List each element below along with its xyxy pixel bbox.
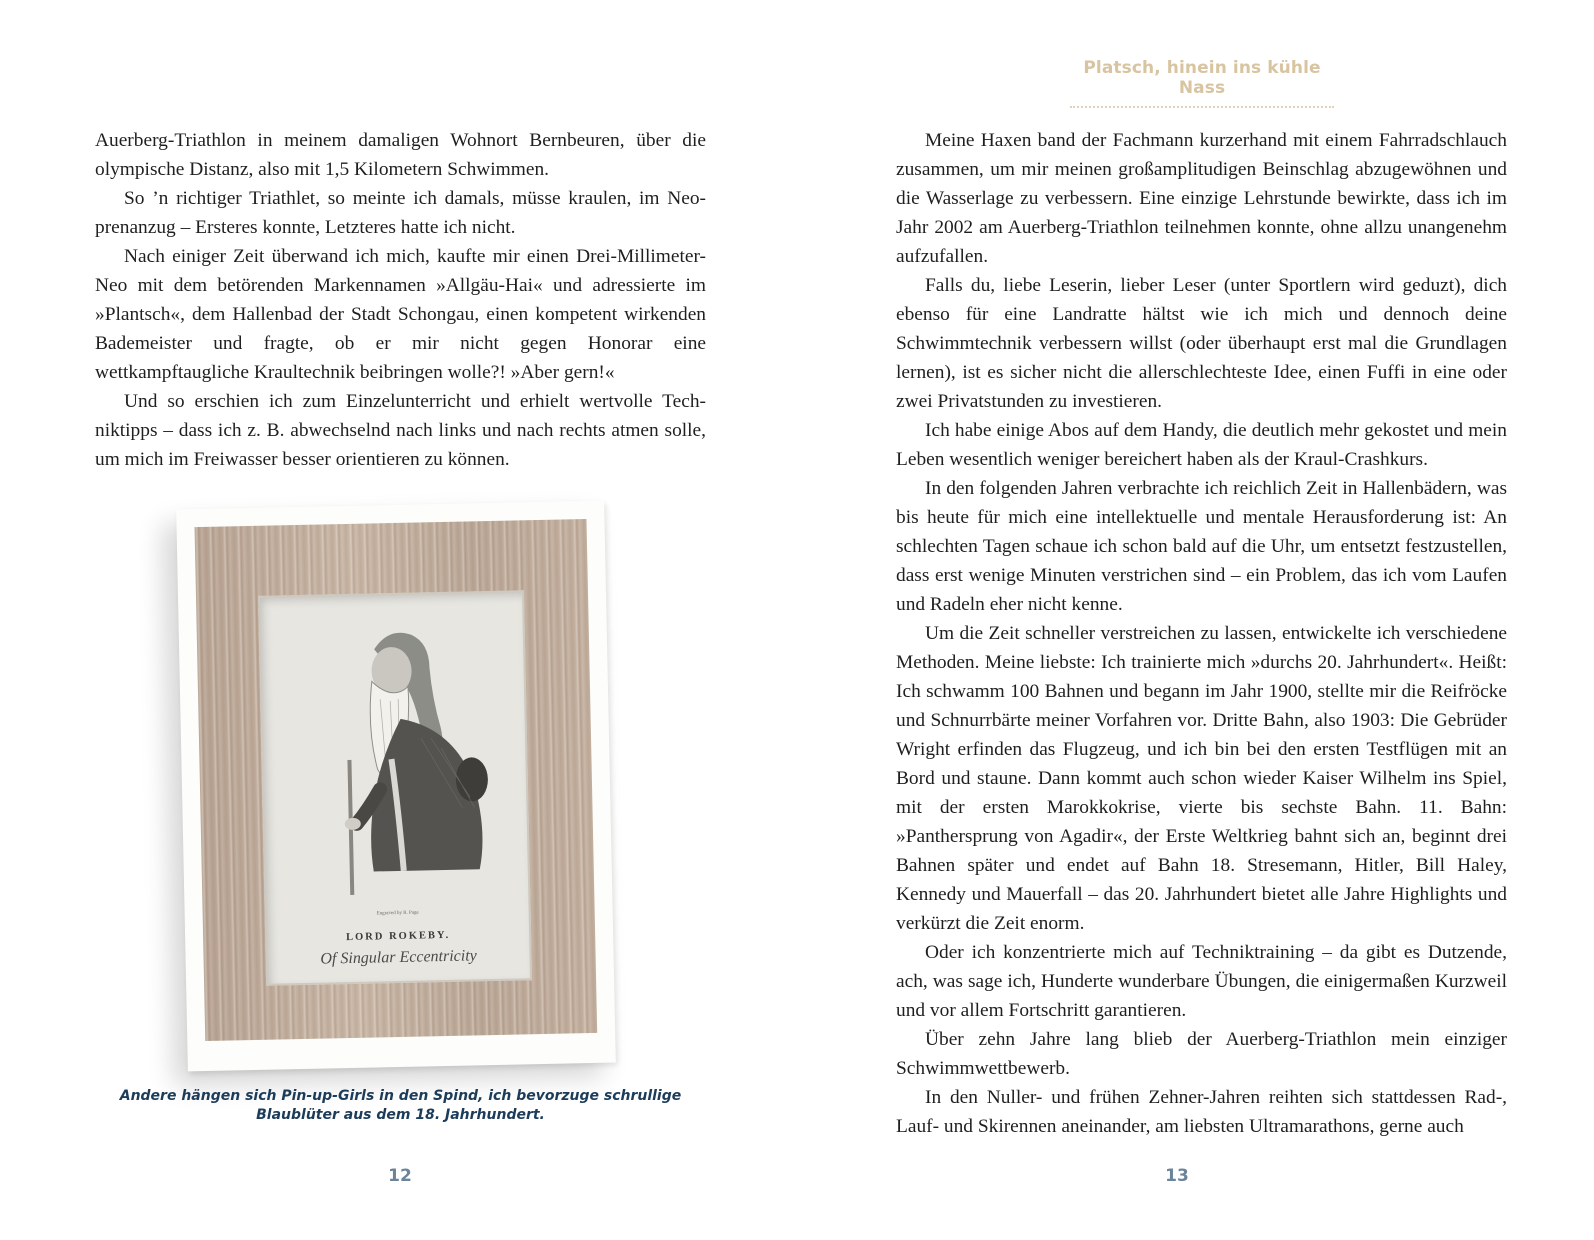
page-number: 12 xyxy=(388,1166,412,1186)
right-page xyxy=(797,0,1594,1240)
left-body-text xyxy=(95,126,706,474)
portrait-engraving-image xyxy=(278,607,510,902)
paragraph: Auerberg-Triathlon in meinem damaligen Wohnort Bernbeuren, über die olympische Distanz, also mit 1,5 Kilometern Schwimmen. xyxy=(95,130,706,180)
running-head: Platsch, hinein ins kühle Nass xyxy=(1070,58,1334,108)
paragraph: Über zehn Jahre lang blieb der Auerberg-Triathlon mein einziger Schwimmwettbewerb. xyxy=(896,1029,1507,1079)
right-body-text xyxy=(896,126,1507,1141)
page-number: 13 xyxy=(1165,1166,1189,1186)
engraving-subtitle: Of Singular Eccentricity xyxy=(320,947,477,968)
paragraph: Ich habe einige Abos auf dem Handy, die deutlich mehr gekostet und mein Leben wesentlich weniger bereichert haben als der Kraul-Crashkurs. xyxy=(896,420,1507,470)
engraving-credit: Engraved by R. Page xyxy=(376,910,419,917)
engraving-title: LORD ROKEBY. xyxy=(345,929,451,944)
engraving-mat xyxy=(258,590,532,985)
paragraph: So ’n richtiger Triathlet, so meinte ich damals, müsse kraulen, im Neoprenanzug – Ersteres konnte, Letzteres hatte ich nicht. xyxy=(95,188,706,238)
paragraph: Um die Zeit schneller verstreichen zu lassen, entwickelte ich verschiedene Methoden. Meine liebste: Ich trainierte mich »durchs 20. Jahrhundert«. Heißt: Ich schwamm 100 Bahnen und begann im Jahr 1900, stellte mir die Reifröcke und Schnurrbärte meiner Vorfahren vor. Dritte Bahn, also 1903: Die Gebrüder Wright erfinden das Flugzeug, und ich bin bei den ersten Testflügen mit an Bord und staune. Dann kommt auch schon wieder Kaiser Wilhelm ins Spiel, mit der ersten Marokkokrise, vierte bis sechste Bahn. 11. Bahn: »Panthersprung von Agadir«, der Erste Weltkrieg bahnt sich an, beginnt drei Bahnen später und endet auf Bahn 18. Stresemann, Hitler, Bill Haley, Kennedy und Mauerfall – das 20. Jahrhundert bietet alle Jahre Highlights und verkürzt die Zeit enorm. xyxy=(896,623,1507,934)
framed-photo xyxy=(176,501,616,1072)
paragraph: Und so erschien ich zum Einzelunterricht und erhielt wertvolle Techniktipps – dass ich z. B. abwechselnd nach links und nach rechts atmen solle, um mich im Freiwasser besser orientieren zu können. xyxy=(95,391,706,470)
photo-caption: Andere hängen sich Pin-up-Girls in den Spind, ich bevorzuge schrullige Blaublüter aus dem 18. Jahrhundert. xyxy=(119,1088,682,1123)
paragraph: In den Nuller- und frühen Zehner-Jahren reihten sich stattdessen Rad-, Lauf- und Skirennen aneinander, am liebsten Ultramarathons, gerne auch xyxy=(896,1087,1507,1137)
paragraph: Falls du, liebe Leserin, lieber Leser (unter Sportlern wird geduzt), dich ebenso für eine Landratte hältst wie ich mich und dennoch deine Schwimmtechnik verbessern willst (oder überhaupt erst mal die Grundlagen lernen), ist es sicher nicht die allerschlechteste Idee, einen Fuffi in eine oder zwei Privatstunden zu investieren. xyxy=(896,275,1507,412)
paragraph: Oder ich konzentrierte mich auf Techniktraining – da gibt es Dutzende, ach, was sage ich, Hunderte wunderbare Übungen, die einigermaßen Kurzweil und vor allem Fortschritt garantieren. xyxy=(896,942,1507,1021)
paragraph: Meine Haxen band der Fachmann kurzerhand mit einem Fahrradschlauch zusammen, um mir meinen großamplitudigen Beinschlag abzugewöhnen und die Wasserlage zu verbessern. Eine einzige Lehrstunde bewirkte, dass ich im Jahr 2002 am Auerberg-Triathlon teilnehmen konnte, ohne allzu unangenehm aufzufallen. xyxy=(896,130,1507,267)
paragraph: Nach einiger Zeit überwand ich mich, kaufte mir einen Drei-Millimeter-Neo mit dem betörenden Markennamen »Allgäu-Hai« und adressierte im »Plantsch«, dem Hallenbad der Stadt Schongau, einen kompetent wirkenden Bademeister und fragte, ob er mir nicht gegen Honorar eine wettkampftaugliche Kraultechnik beibringen wolle?! »Aber gern!« xyxy=(95,246,706,383)
paragraph: In den folgenden Jahren verbrachte ich reichlich Zeit in Hallenbädern, was bis heute für mich eine intellektuelle und mentale Herausforderung ist: An schlechten Tagen schaue ich schon bald auf die Uhr, um entsetzt festzustellen, dass erst wenige Minuten verstrichen sind – ein Problem, das ich vom Laufen und Radeln eher nicht kenne. xyxy=(896,478,1507,615)
wooden-frame xyxy=(195,519,598,1041)
